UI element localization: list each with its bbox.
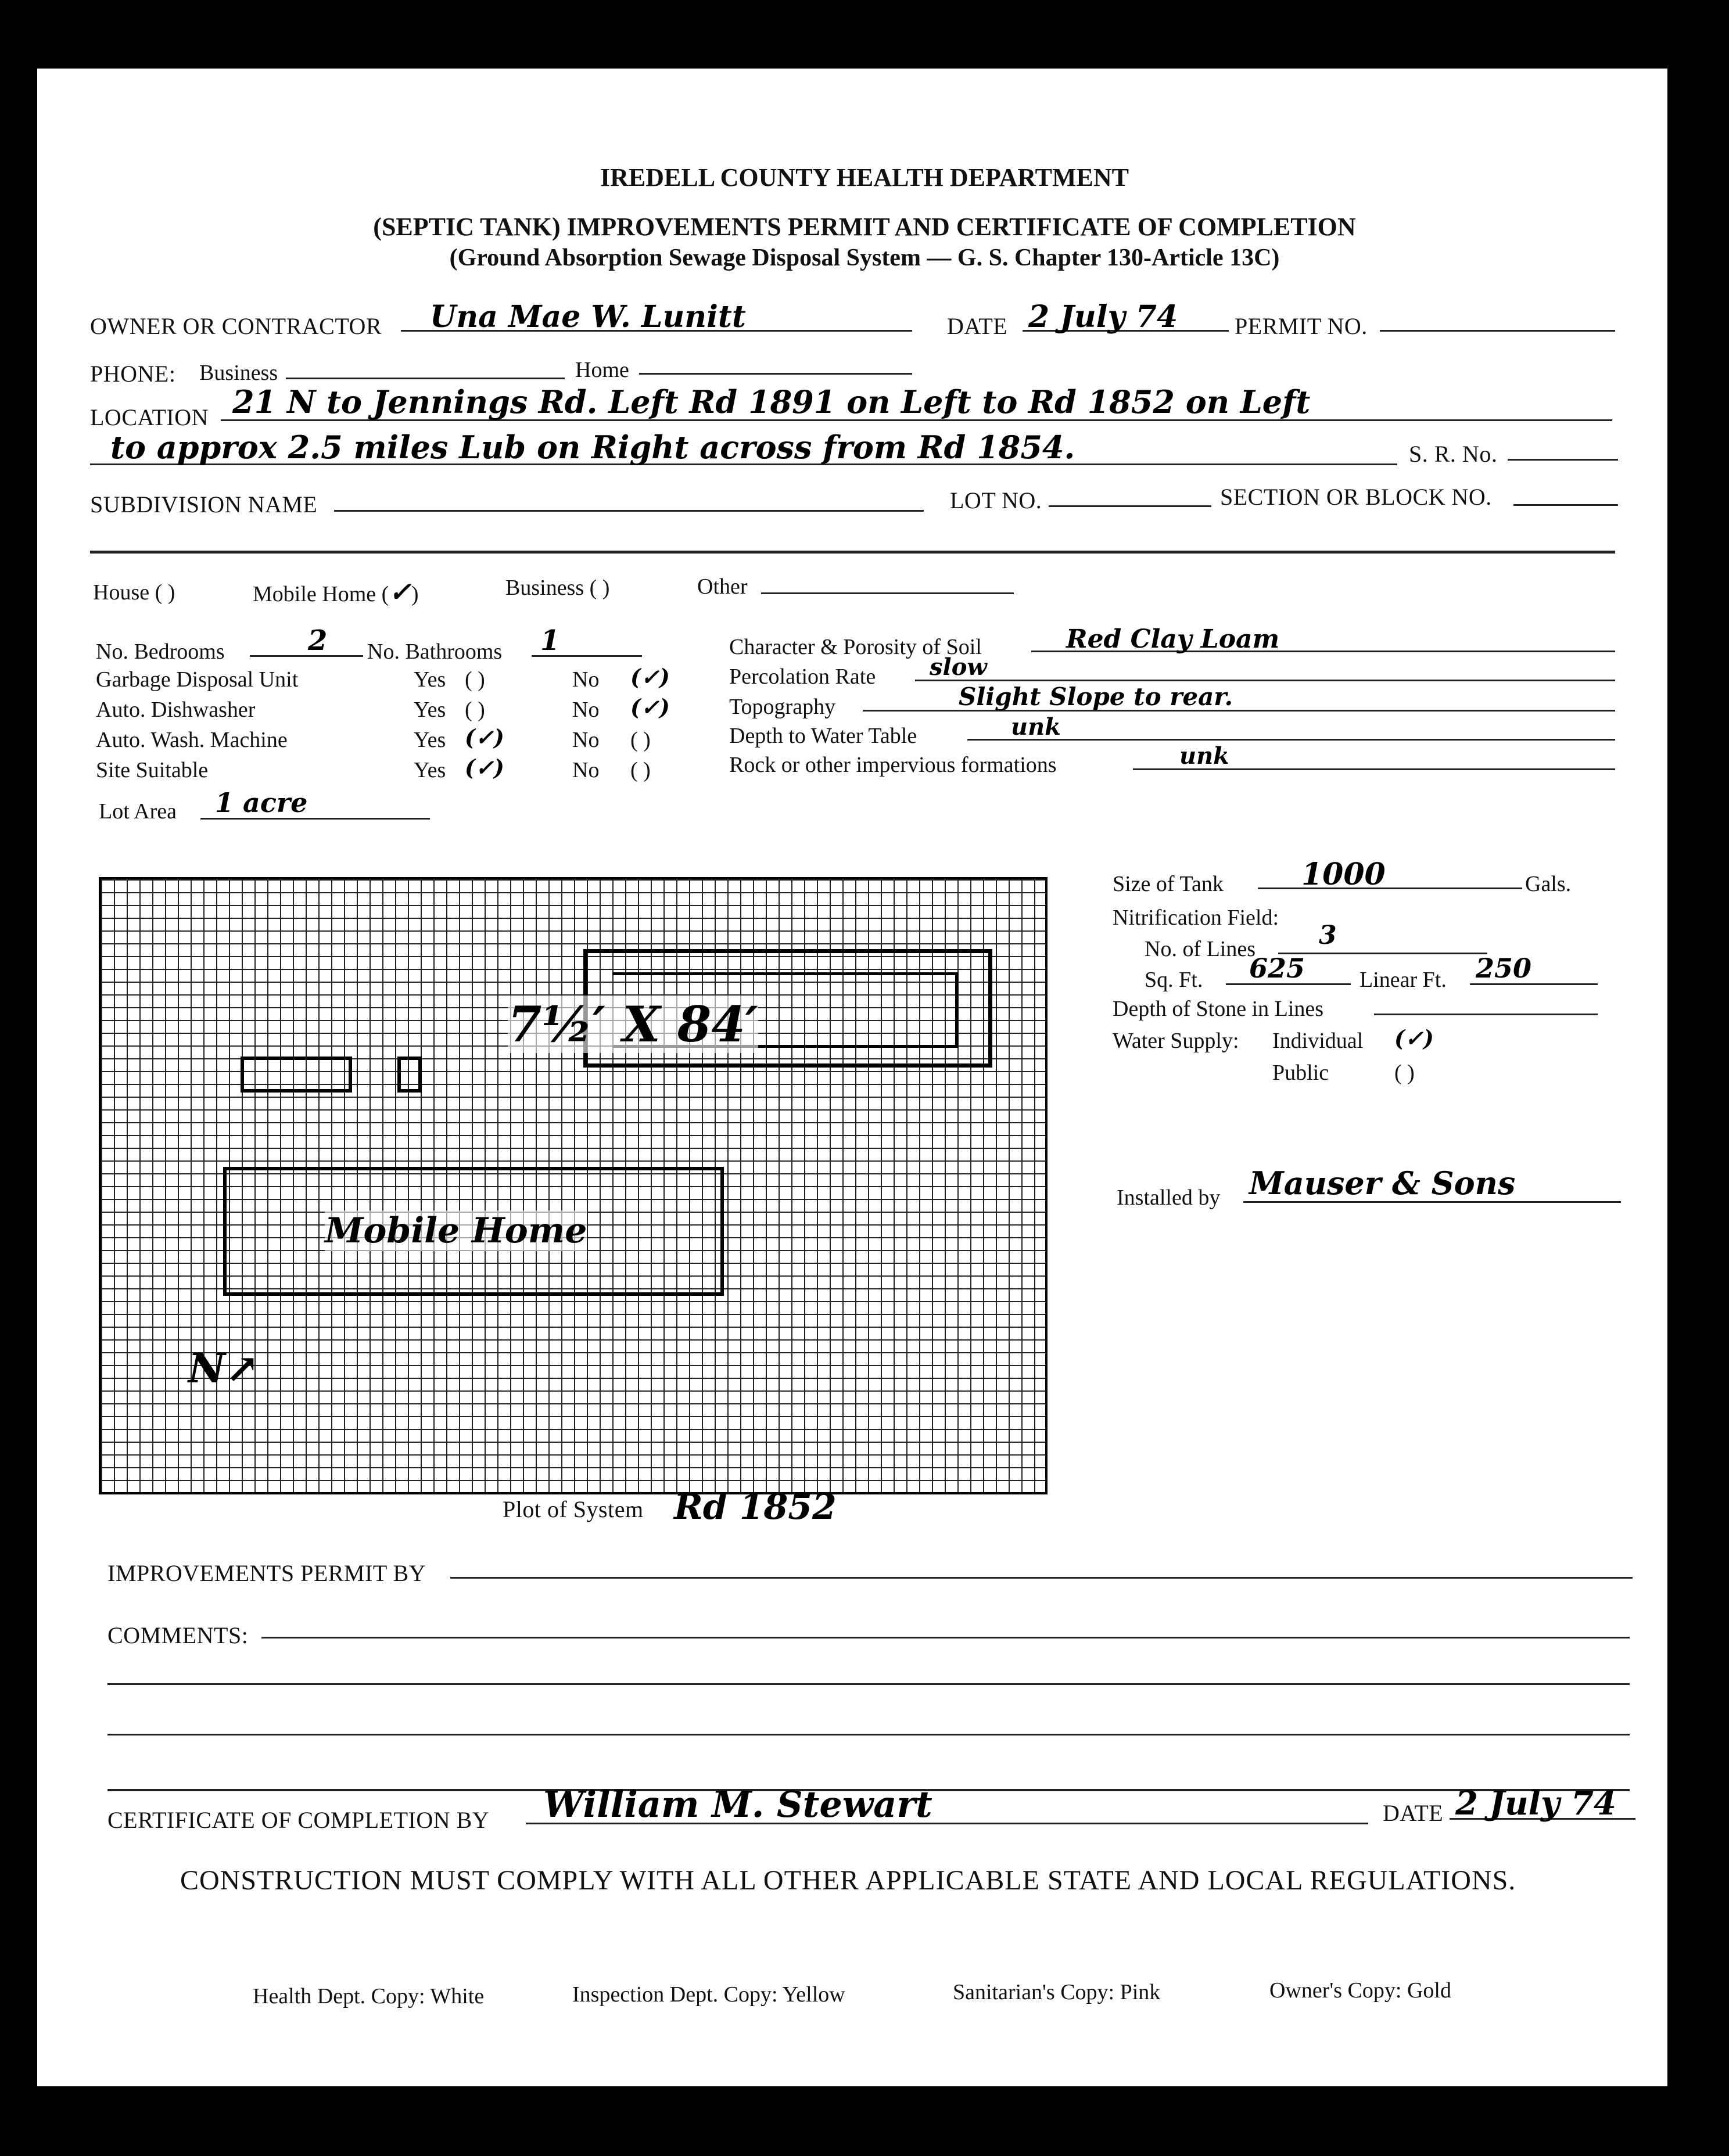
individual-check[interactable]: (✓) — [1394, 1025, 1434, 1051]
location-value-2[interactable]: to approx 2.5 miles Lub on Right across from Rd 1854. — [110, 429, 1075, 466]
mobile-home-check: ✓ — [389, 576, 411, 608]
comments-line-2[interactable] — [107, 1683, 1630, 1685]
tank-gals: Gals. — [1525, 872, 1572, 896]
depth-value[interactable]: unk — [1011, 713, 1061, 741]
bathrooms-label: No. Bathrooms — [367, 639, 503, 664]
section-line[interactable] — [1513, 504, 1618, 506]
topo-value[interactable]: Slight Slope to rear. — [959, 682, 1233, 711]
site-label: Site Suitable — [96, 758, 209, 782]
phone-business-label: Business — [199, 361, 278, 385]
site-no-box[interactable]: ( ) — [630, 758, 651, 782]
depth-line — [967, 739, 1615, 741]
plot-road: Rd 1852 — [674, 1487, 837, 1528]
nitrification-label: Nitrification Field: — [1113, 905, 1279, 930]
soil-value[interactable]: Red Clay Loam — [1066, 624, 1280, 654]
linear-label: Linear Ft. — [1359, 968, 1447, 992]
copy-health: Health Dept. Copy: White — [253, 1984, 485, 2008]
site-no-label: No — [572, 758, 600, 782]
subdivision-line[interactable] — [334, 510, 924, 512]
garbage-yes-label: Yes — [414, 667, 446, 692]
copy-inspection: Inspection Dept. Copy: Yellow — [572, 1982, 845, 2007]
subdivision-label: SUBDIVISION NAME — [90, 491, 318, 518]
copy-sanitarian: Sanitarian's Copy: Pink — [953, 1980, 1161, 2004]
lines-line — [1278, 953, 1487, 954]
perc-label: Percolation Rate — [729, 664, 876, 689]
supply-label: Water Supply: — [1113, 1029, 1239, 1053]
other-label: Other — [697, 574, 748, 599]
comments-label: COMMENTS: — [107, 1622, 249, 1648]
comments-line-1[interactable] — [261, 1637, 1630, 1638]
phone-label: PHONE: — [90, 361, 176, 387]
topo-label: Topography — [729, 695, 836, 719]
perc-value[interactable]: slow — [930, 653, 987, 681]
wash-no-label: No — [572, 728, 600, 752]
plot-label: Plot of System — [503, 1496, 644, 1522]
certificate-label: CERTIFICATE OF COMPLETION BY — [107, 1807, 490, 1833]
certificate-date-value[interactable]: 2 July 74 — [1455, 1784, 1616, 1823]
owner-label: OWNER OR CONTRACTOR — [90, 313, 382, 339]
soil-label: Character & Porosity of Soil — [729, 635, 982, 659]
depth-label: Depth to Water Table — [729, 724, 917, 748]
garbage-no-label: No — [572, 667, 600, 692]
comments-line-3[interactable] — [107, 1734, 1630, 1735]
dishwasher-label: Auto. Dishwasher — [96, 698, 256, 722]
tank-box — [241, 1057, 352, 1093]
location-value-1[interactable]: 21 N to Jennings Rd. Left Rd 1891 on Left to Rd 1852 on Left — [232, 383, 1311, 421]
sr-label: S. R. No. — [1409, 441, 1498, 467]
lot-area-label: Lot Area — [99, 799, 177, 824]
tank-size-label: Size of Tank — [1113, 872, 1224, 896]
stone-label: Depth of Stone in Lines — [1113, 997, 1324, 1021]
bedrooms-label: No. Bedrooms — [96, 639, 225, 664]
lot-label: LOT NO. — [950, 487, 1042, 513]
house-option[interactable]: House ( ) — [93, 580, 175, 605]
other-line[interactable] — [761, 592, 1014, 594]
garbage-label: Garbage Disposal Unit — [96, 667, 299, 692]
certificate-date-label: DATE — [1383, 1800, 1444, 1826]
improvements-label: IMPROVEMENTS PERMIT BY — [107, 1560, 426, 1586]
copy-owner: Owner's Copy: Gold — [1269, 1978, 1451, 2003]
phone-home-line[interactable] — [639, 373, 912, 375]
dishwasher-yes-label: Yes — [414, 698, 446, 722]
bathrooms-value[interactable]: 1 — [540, 624, 560, 657]
wash-yes-box[interactable]: (✓) — [465, 724, 504, 750]
public-check[interactable]: ( ) — [1394, 1061, 1415, 1085]
form-subtitle: (Ground Absorption Sewage Disposal System — G. S. Chapter 130-Article 13C) — [449, 245, 1280, 271]
phone-business-line[interactable] — [286, 378, 565, 379]
site-yes-box[interactable]: (✓) — [465, 754, 504, 781]
sr-line[interactable] — [1508, 459, 1618, 461]
sqft-value[interactable]: 625 — [1249, 953, 1305, 984]
rock-value[interactable]: unk — [1179, 742, 1229, 770]
garbage-no-box[interactable]: (✓) — [630, 664, 670, 690]
lines-label: No. of Lines — [1145, 937, 1256, 961]
wash-no-box[interactable]: ( ) — [630, 728, 651, 752]
dishwasher-yes-box[interactable]: ( ) — [465, 698, 485, 722]
mobile-home-label: Mobile Home ( — [253, 582, 389, 606]
bedrooms-line — [250, 655, 363, 657]
plot-grid — [99, 877, 1048, 1494]
tank-size-value[interactable]: 1000 — [1301, 857, 1386, 892]
wash-label: Auto. Wash. Machine — [96, 728, 288, 752]
perc-line — [915, 680, 1615, 681]
garbage-yes-box[interactable]: ( ) — [465, 667, 485, 692]
date-label: DATE — [947, 313, 1008, 339]
stone-line[interactable] — [1374, 1014, 1598, 1015]
mobile-home-close: ) — [411, 582, 419, 606]
north-arrow-icon: N↗ — [188, 1344, 260, 1392]
installed-value[interactable]: Mauser & Sons — [1249, 1165, 1516, 1202]
mobile-home-text: Mobile Home — [325, 1210, 587, 1251]
date-value[interactable]: 2 July 74 — [1028, 299, 1178, 335]
north-arrow-label: N — [188, 1344, 225, 1392]
dishwasher-no-box[interactable]: (✓) — [630, 694, 670, 720]
tank-size-line — [1258, 887, 1522, 889]
department-title: IREDELL COUNTY HEALTH DEPARTMENT — [600, 163, 1129, 192]
permit-line[interactable] — [1380, 330, 1615, 332]
lot-area-value[interactable]: 1 acre — [215, 787, 308, 818]
lines-value[interactable]: 3 — [1319, 921, 1337, 950]
form-title: (SEPTIC TANK) IMPROVEMENTS PERMIT AND CERTIFICATE OF COMPLETION — [373, 213, 1356, 241]
compliance-notice: CONSTRUCTION MUST COMPLY WITH ALL OTHER APPLICABLE STATE AND LOCAL REGULATIONS. — [180, 1865, 1516, 1896]
installed-label: Installed by — [1117, 1185, 1221, 1210]
phone-home-label: Home — [575, 358, 629, 382]
rock-label: Rock or other impervious formations — [729, 753, 1057, 777]
improvements-line[interactable] — [450, 1577, 1633, 1579]
individual-label: Individual — [1272, 1029, 1364, 1053]
public-label: Public — [1272, 1061, 1329, 1085]
lot-line[interactable] — [1049, 505, 1211, 507]
bedrooms-value[interactable]: 2 — [308, 624, 328, 657]
business-option[interactable]: Business ( ) — [505, 576, 610, 600]
dishwasher-no-label: No — [572, 698, 600, 722]
mobile-home-option[interactable] — [253, 576, 419, 608]
certificate-signature[interactable]: William M. Stewart — [543, 1783, 932, 1826]
distribution-box — [397, 1057, 422, 1093]
sqft-label: Sq. Ft. — [1145, 968, 1203, 992]
site-yes-label: Yes — [414, 758, 446, 782]
divider — [90, 551, 1615, 554]
plot-dimension: 7½′ X 84′ — [508, 996, 758, 1053]
location-label: LOCATION — [90, 404, 209, 430]
linear-value[interactable]: 250 — [1476, 953, 1532, 984]
section-label: SECTION OR BLOCK NO. — [1220, 484, 1492, 510]
permit-label: PERMIT NO. — [1235, 313, 1368, 339]
owner-value[interactable]: Una Mae W. Lunitt — [430, 299, 746, 335]
wash-yes-label: Yes — [414, 728, 446, 752]
